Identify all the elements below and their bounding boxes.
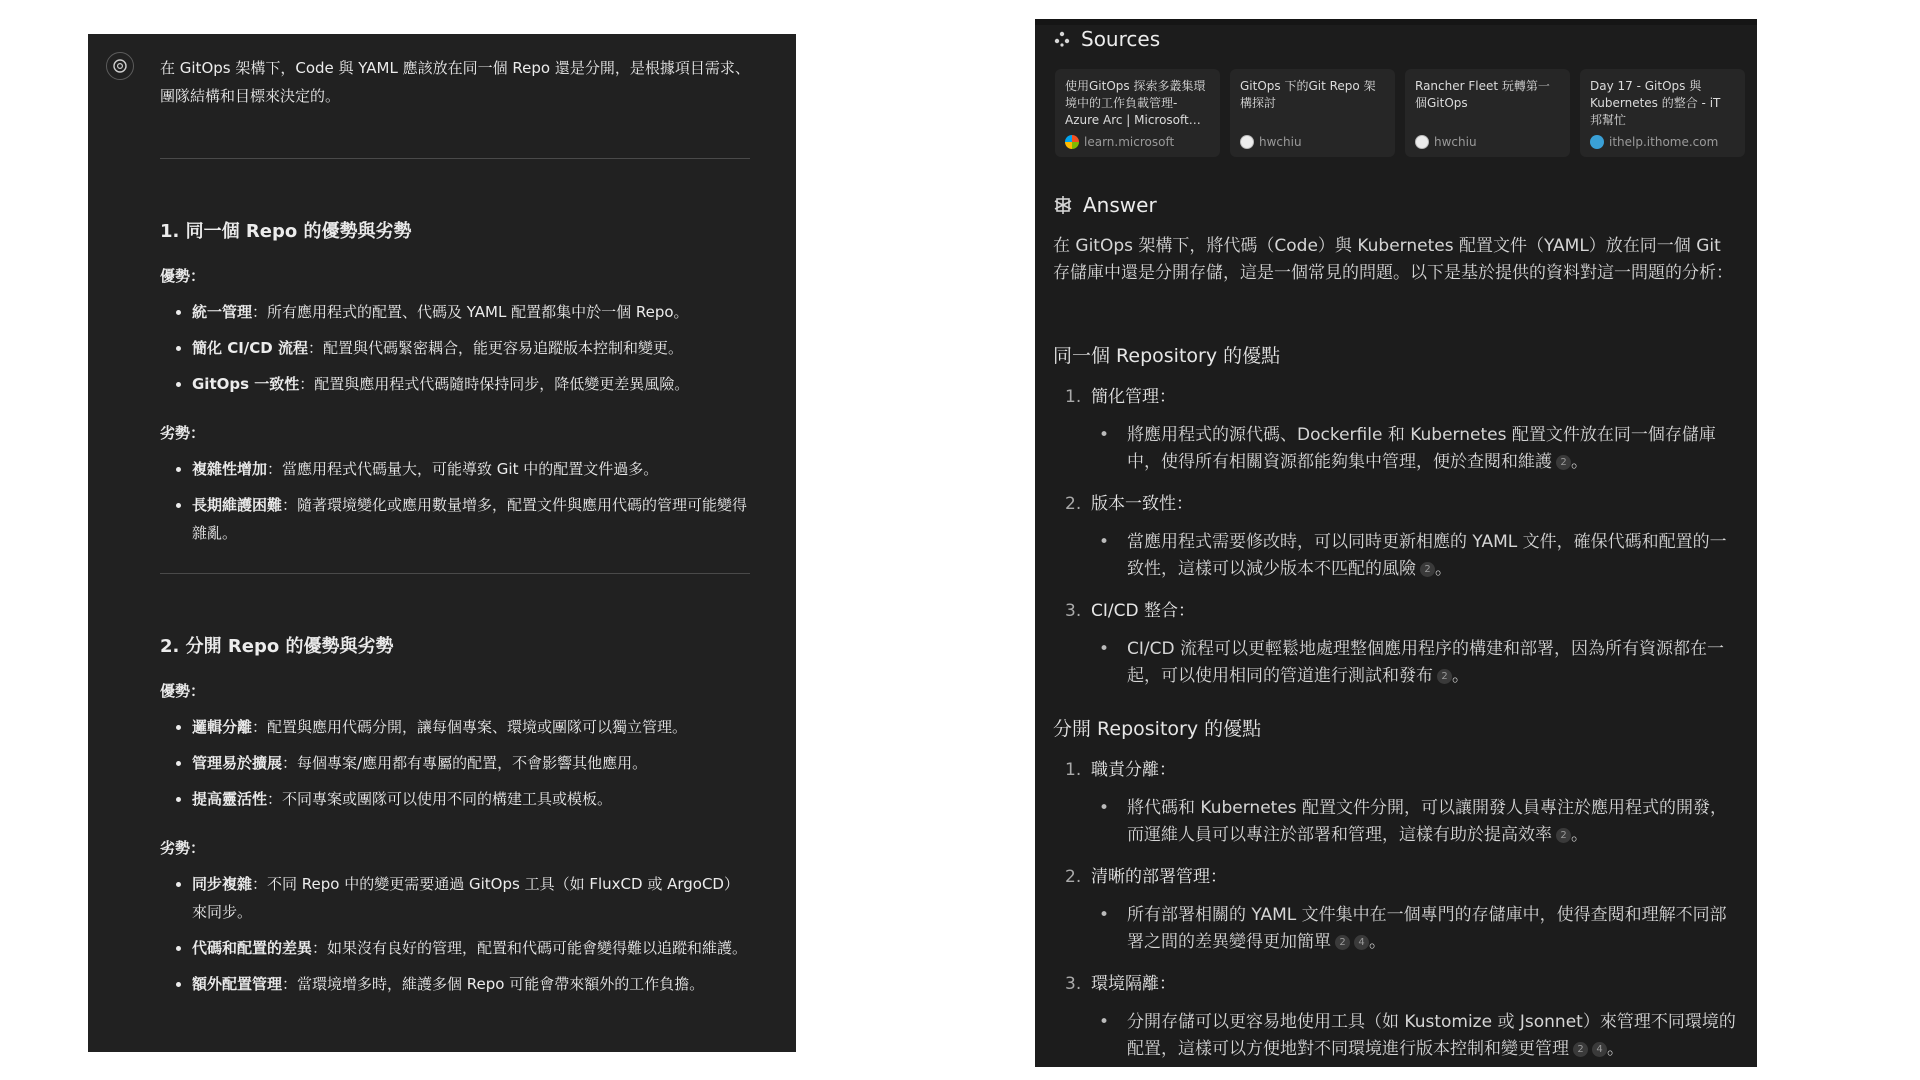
pros-label: 優勢： — [160, 267, 206, 285]
ordered-item: 2. 清晰的部署管理： — [1065, 867, 1227, 887]
citation-badge[interactable]: 4 — [1354, 935, 1369, 950]
source-site: hwchiu — [1240, 135, 1302, 149]
bullet-item: • 當應用程式需要修改時，可以同時更新相應的 YAML 文件，確保代碼和配置的一致性，這樣可以減少版本不匹配的風險 2 。 — [1099, 532, 1727, 579]
cons-list — [160, 870, 750, 998]
citation-badge[interactable]: 4 — [1592, 1042, 1607, 1057]
section-heading: 2. 分開 Repo 的優勢與劣勢 — [160, 636, 394, 657]
answer-intro: 在 GitOps 架構下，將代碼（Code）與 Kubernetes 配置文件（YAML）放在同一個 Git 存儲庫中還是分開存儲，這是一個常見的問題。以下是基於提供的資料對這一問題的分析： — [1053, 236, 1733, 283]
source-title: Rancher Fleet 玩轉第一個GitOps — [1415, 79, 1550, 110]
list-item: • 代碼和配置的差異：如果沒有良好的管理，配置和代碼可能會變得難以追蹤和維護。 — [192, 934, 750, 962]
bullet-item: • 將應用程式的源代碼、Dockerfile 和 Kubernetes 配置文件放在同一個存儲庫中，使得所有相關資源都能夠集中管理，便於查閱和維護 2 。 — [1099, 425, 1716, 472]
source-site: ithelp.ithome.com — [1590, 135, 1718, 149]
ordered-item: 3. 環境隔離： — [1065, 974, 1176, 994]
list-item: • 複雜性增加：當應用程式代碼量大，可能導致 Git 中的配置文件過多。 — [192, 455, 750, 483]
sources-label: Sources — [1081, 27, 1161, 51]
divider — [160, 573, 750, 574]
citation-badge[interactable]: 2 — [1420, 562, 1435, 577]
intro-text: 在 GitOps 架構下，Code 與 YAML 應該放在同一個 Repo 還是分開，是根據項目需求、團隊結構和目標來決定的。 — [160, 59, 750, 105]
section-heading: 1. 同一個 Repo 的優勢與劣勢 — [160, 221, 412, 242]
cons-label: 劣勢： — [160, 424, 206, 442]
citation-badge[interactable]: 2 — [1556, 828, 1571, 843]
pros-list — [160, 298, 750, 398]
bullet-item: • 將代碼和 Kubernetes 配置文件分開，可以讓開發人員專注於應用程式的開發，而運維人員可以專注於部署和管理，這樣有助於提高效率 2 。 — [1099, 798, 1728, 845]
openai-logo-icon — [112, 58, 128, 74]
source-card[interactable] — [1405, 69, 1570, 157]
top-border — [1035, 19, 1757, 25]
bullet-item: • 分開存儲可以更容易地使用工具（如 Kustomize 或 Jsonnet）來管理不同環境的配置，這樣可以方便地對不同環境進行版本控制和變更管理 2 4 。 — [1099, 1012, 1736, 1059]
source-title: 使用GitOps 探索多叢集環境中的工作負載管理- Azure Arc | Microsoft… — [1065, 79, 1206, 127]
ithome-icon — [1590, 135, 1604, 149]
ordered-item: 1. 職責分離： — [1065, 760, 1176, 780]
answer-label: Answer — [1083, 193, 1157, 217]
answer-header — [1053, 193, 1157, 217]
source-title: Day 17 - GitOps 與 Kubernetes 的整合 - iT 邦幫忙 — [1590, 79, 1721, 127]
source-title: GitOps 下的Git Repo 架構探討 — [1240, 79, 1376, 110]
citation-badge[interactable]: 2 — [1556, 455, 1571, 470]
bullet-item: • CI/CD 流程可以更輕鬆地處理整個應用程序的構建和部署，因為所有資源都在一起，可以使用相同的管道進行測試和發布 2 。 — [1099, 639, 1724, 686]
hwchiu-icon — [1415, 135, 1429, 149]
list-item: • 同步複雜：不同 Repo 中的變更需要通過 GitOps 工具（如 FluxCD 或 ArgoCD）來同步。 — [192, 870, 750, 926]
list-item: • GitOps 一致性：配置與應用程式代碼隨時保持同步，降低變更差異風險。 — [192, 370, 750, 398]
search-answer-panel — [1035, 19, 1757, 1067]
list-item: • 長期維護困難：隨著環境變化或應用數量增多，配置文件與應用代碼的管理可能變得雜亂。 — [192, 491, 750, 547]
citation-badge[interactable]: 2 — [1437, 669, 1452, 684]
list-item: • 統一管理：所有應用程式的配置、代碼及 YAML 配置都集中於一個 Repo。 — [192, 298, 750, 326]
ordered-item: 3. CI/CD 整合： — [1065, 601, 1195, 621]
pros-list — [160, 713, 750, 813]
cons-list — [160, 455, 750, 547]
separate-repo-heading: 分開 Repository 的優點 — [1053, 718, 1262, 740]
hwchiu-icon — [1240, 135, 1254, 149]
list-item: • 管理易於擴展：每個專案/應用都有專屬的配置，不會影響其他應用。 — [192, 749, 750, 777]
citation-badge[interactable]: 2 — [1335, 935, 1350, 950]
source-card[interactable] — [1055, 69, 1220, 157]
assistant-avatar — [106, 52, 134, 80]
bullet-item: • 所有部署相關的 YAML 文件集中在一個專門的存儲庫中，使得查閱和理解不同部署之間的差異變得更加簡單 2 4 。 — [1099, 905, 1727, 952]
sources-icon — [1053, 30, 1071, 48]
list-item: • 提高靈活性：不同專案或團隊可以使用不同的構建工具或模板。 — [192, 785, 750, 813]
list-item: • 額外配置管理：當環境增多時，維護多個 Repo 可能會帶來額外的工作負擔。 — [192, 970, 750, 998]
answer-icon — [1053, 195, 1073, 215]
source-site: learn.microsoft — [1065, 135, 1174, 149]
sources-list — [1055, 69, 1745, 157]
ordered-item: 1. 簡化管理： — [1065, 387, 1176, 407]
same-repo-heading: 同一個 Repository 的優點 — [1053, 345, 1281, 367]
pros-label: 優勢： — [160, 682, 206, 700]
microsoft-icon — [1065, 135, 1079, 149]
chat-answer-content — [160, 54, 750, 1022]
sources-header — [1053, 27, 1160, 51]
source-card[interactable] — [1580, 69, 1745, 157]
source-card[interactable] — [1230, 69, 1395, 157]
citation-badge[interactable]: 2 — [1573, 1042, 1588, 1057]
list-item: • 邏輯分離：配置與應用代碼分開，讓每個專案、環境或團隊可以獨立管理。 — [192, 713, 750, 741]
source-site: hwchiu — [1415, 135, 1477, 149]
divider — [160, 158, 750, 159]
cons-label: 劣勢： — [160, 839, 206, 857]
list-item: • 簡化 CI/CD 流程：配置與代碼緊密耦合，能更容易追蹤版本控制和變更。 — [192, 334, 750, 362]
chat-answer-panel — [88, 34, 796, 1052]
ordered-item: 2. 版本一致性： — [1065, 494, 1193, 514]
